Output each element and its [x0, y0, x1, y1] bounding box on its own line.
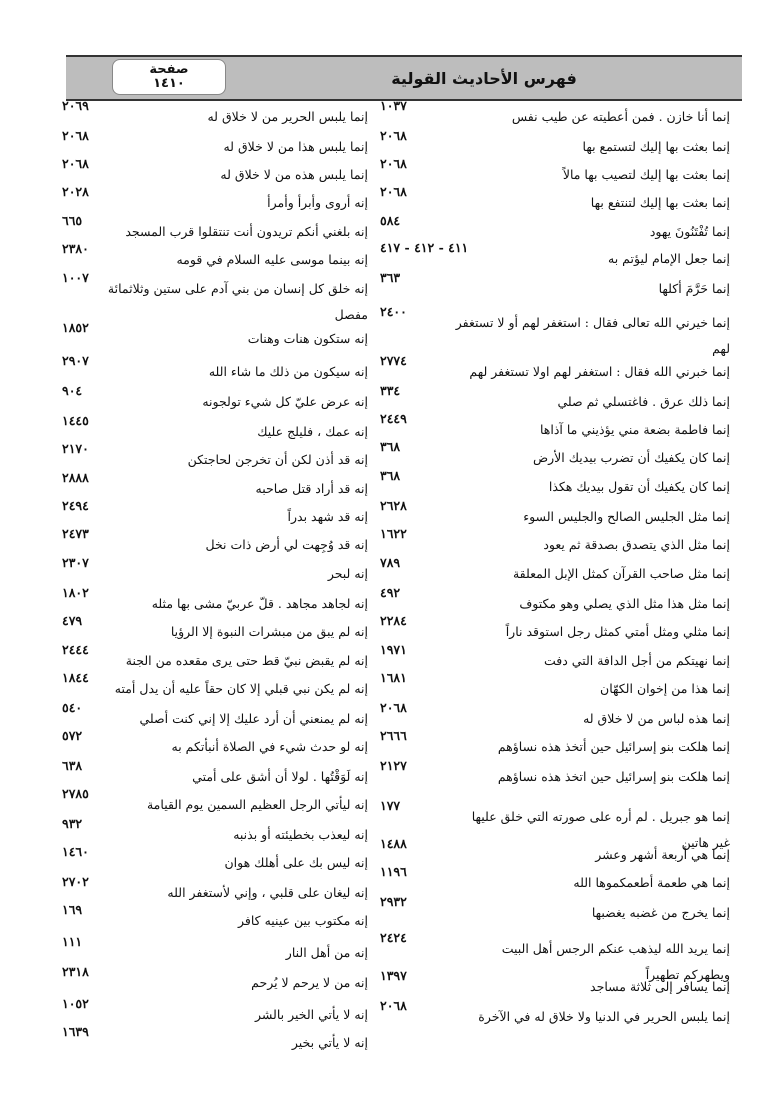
index-entry — [380, 728, 730, 758]
entry-page-number: ٢٨٨٨ — [62, 470, 89, 485]
entry-text-continued: مفصل — [334, 307, 368, 322]
index-entry — [62, 642, 368, 672]
index-entry — [380, 98, 730, 128]
entry-page-number: ١٠٣٧ — [380, 98, 407, 113]
entry-text: إنما هي أربعة أشهر وعشر — [595, 847, 730, 862]
entry-page-number: ٢٠٦٨ — [62, 156, 89, 171]
entry-text: إنه قد أذن لكن أن تخرجن لحاجتكن — [187, 452, 368, 467]
index-entry — [380, 613, 730, 643]
index-entry — [380, 156, 730, 186]
entry-page-number: ٥٤٠ — [62, 700, 83, 715]
entry-page-number: ٤٩٢ — [380, 585, 401, 600]
entry-page-number: ٢٠٦٨ — [380, 184, 407, 199]
index-entry — [380, 526, 730, 556]
entry-page-number: ١٤٨٨ — [380, 836, 407, 851]
index-entry — [62, 441, 368, 471]
entry-page-number: ١٦٢٢ — [380, 526, 407, 541]
entry-page-number: ١١٩٦ — [380, 864, 407, 879]
page-title: فهرس الأحاديث القولية — [391, 68, 577, 88]
index-entry — [62, 728, 368, 758]
entry-page-number: ١١١ — [62, 934, 83, 949]
entry-page-number: ٢٠٦٨ — [62, 128, 89, 143]
entry-text: إنه قد أراد قتل صاحبه — [255, 481, 368, 496]
index-entry — [62, 128, 368, 158]
index-entry — [380, 128, 730, 158]
entry-page-number: ٢٩٣٢ — [380, 894, 407, 909]
index-entry — [62, 786, 368, 816]
entry-page-number: ٢٧٨٥ — [62, 786, 89, 801]
entry-text: إنه عمك ، فليلج عليك — [257, 424, 368, 439]
entry-text: إنه ليأتي الرجل العظيم السمين يوم القيامة — [146, 797, 368, 812]
entry-text: إنما مثل صاحب القرآن كمثل الإبل المعلقة — [512, 566, 730, 581]
entry-page-number: ٣٣٤ — [380, 383, 401, 398]
index-entry — [62, 383, 368, 413]
index-entry — [62, 964, 368, 994]
entry-page-number: ١٤٦٠ — [62, 844, 89, 859]
entry-page-number: ١٦٣٩ — [62, 1024, 89, 1039]
entry-page-number: ٢٤٧٣ — [62, 526, 89, 541]
entry-page-number: ٧٨٩ — [380, 555, 401, 570]
index-entry — [380, 968, 730, 998]
index-entry — [62, 1024, 368, 1054]
entry-text: إنه ستكون هنات وهنات — [247, 331, 368, 346]
entry-page-number: ٢٤٤٩ — [380, 411, 407, 426]
page-number-box — [112, 59, 226, 95]
entry-text: إنه من أهل النار — [285, 945, 368, 960]
index-entry — [380, 184, 730, 214]
entry-text-continued: غير هاتين — [681, 835, 730, 850]
entry-text: إنه بلغني أنكم تريدون أنت تنتقلوا قرب المسجد — [125, 224, 368, 239]
entry-text: إنما جعل الإمام ليؤتم به — [608, 251, 730, 266]
entry-text: إنه خلق كل إنسان من بني آدم على ستين وثلاثمائة — [107, 281, 368, 296]
entry-text: إنما مثل الجليس الصالح والجليس السوء — [523, 509, 730, 524]
page-header — [66, 55, 742, 101]
index-entry — [380, 864, 730, 894]
index-entry — [62, 613, 368, 643]
entry-text: إنه لَوَقْتُها . لولا أن أشق على أمتي — [192, 769, 368, 784]
entry-text: إنما بعثت بها إليك لتستمع بها — [582, 139, 730, 154]
index-entry — [62, 320, 368, 350]
index-entry — [62, 98, 368, 128]
index-entry — [62, 526, 368, 556]
entry-page-number: ٣٦٨ — [380, 439, 401, 454]
entry-page-number: ١٣٩٧ — [380, 968, 407, 983]
index-entry — [62, 996, 368, 1026]
entry-text: إنه لو حدث شيء في الصلاة أنبأتكم به — [171, 739, 368, 754]
entry-page-number: ٩٣٢ — [62, 816, 83, 831]
entry-page-number: ١٠٠٧ — [62, 270, 89, 285]
entry-text: إنما يسافر إلى ثلاثة مساجد — [590, 979, 730, 994]
entry-page-number: ٢٩٠٧ — [62, 353, 89, 368]
entry-text: إنما أنا خازن . فمن أعطيته عن طيب نفس — [511, 109, 730, 124]
index-entry — [380, 894, 730, 924]
entry-text: إنما نهيتكم من أجل الدافة التي دفت — [544, 653, 730, 668]
entry-text: إنما يلبس الحرير في الدنيا ولا خلاق له في الآخرة — [478, 1009, 730, 1024]
entry-text: إنه لم يبق من مبشرات النبوة إلا الرؤيا — [170, 624, 368, 639]
entry-page-number: ٤٧٩ — [62, 613, 83, 628]
index-entry — [62, 670, 368, 700]
entry-text: إنما بعثت بها إليك لتنتفع بها — [590, 195, 730, 210]
index-entry — [380, 555, 730, 585]
entry-text: إنما هذه لباس من لا خلاق له — [583, 711, 730, 726]
entry-text: إنه لم يقبض نبيّ قط حتى يرى مقعده من الجنة — [125, 653, 368, 668]
index-entry — [380, 836, 730, 866]
entry-page-number: ٦٣٨ — [62, 758, 83, 773]
index-entry — [380, 353, 730, 383]
entry-text: إنما هو جبريل . لم أره على صورته التي خلق عليها — [471, 809, 730, 824]
entry-page-number: ٢٠٦٩ — [62, 98, 89, 113]
right-column — [380, 98, 730, 1098]
entry-text: إنما مثل هذا مثل الذي يصلي وهو مكتوف — [519, 596, 730, 611]
entry-page-number: ٥٨٤ — [380, 213, 401, 228]
entry-page-number: ١٠٥٢ — [62, 996, 89, 1011]
index-entry — [380, 240, 730, 270]
index-entry — [380, 468, 730, 498]
entry-page-number: ٩٠٤ — [62, 383, 83, 398]
entry-page-number: ٢٣١٨ — [62, 964, 89, 979]
entry-text: إنه بينما موسى عليه السلام في قومه — [176, 252, 368, 267]
index-entry — [62, 353, 368, 383]
entry-page-number: ٢٠٦٨ — [380, 700, 407, 715]
index-entry — [380, 411, 730, 441]
index-entry — [380, 758, 730, 788]
entry-text: إنما خيرني الله تعالى فقال : استغفر لهم أو لا تستغفر — [455, 315, 730, 330]
entry-page-number: ٢٤٩٤ — [62, 498, 89, 513]
entry-text: إنما مثلي ومثل أمتي كمثل رجل استوقد ناراً — [505, 624, 730, 639]
index-entry — [62, 213, 368, 243]
entry-page-number: ٦٦٥ — [62, 213, 83, 228]
entry-page-number: ٢٤٠٠ — [380, 304, 407, 319]
index-entry — [62, 585, 368, 615]
entry-text: إنما تُفْتَنُونَ يهود — [649, 224, 730, 239]
entry-text: إنما فاطمة بضعة مني يؤذيني ما آذاها — [539, 422, 730, 437]
index-entry — [62, 413, 368, 443]
index-entry — [62, 934, 368, 964]
entry-page-number: ٢٠٢٨ — [62, 184, 89, 199]
index-entry — [62, 470, 368, 500]
entry-page-number: ٢٠٦٨ — [380, 998, 407, 1013]
entry-page-number: ٢٧٧٤ — [380, 353, 407, 368]
entry-page-number: ٢٦٢٨ — [380, 498, 407, 513]
index-entry — [380, 383, 730, 413]
index-entry — [380, 498, 730, 528]
entry-page-number: ٢٣٠٧ — [62, 555, 89, 570]
entry-page-number: ٢٤٢٤ — [380, 930, 407, 945]
entry-text: إنما بعثت بها إليك لتصيب بها مالاً — [562, 167, 730, 182]
entry-page-number: ٢٢٨٤ — [380, 613, 407, 628]
entry-text: إنه لم يمنعني أن أرد عليك إلا إني كنت أصلي — [139, 711, 368, 726]
entry-text: إنما خبرني الله فقال : استغفر لهم اولا تستغفر لهم — [469, 364, 730, 379]
entry-text: إنما يلبس هذه من لا خلاق له — [220, 167, 368, 182]
entry-text: إنه سيكون من ذلك ما شاء الله — [208, 364, 368, 379]
entry-text: إنما هلكت بنو إسرائيل حين أتخذ هذه نساؤهم — [497, 739, 730, 754]
entry-text: إنه لا يأتي بخير — [291, 1035, 368, 1050]
left-column — [62, 98, 368, 1098]
index-entry — [380, 585, 730, 615]
index-entry — [380, 700, 730, 730]
entry-text: إنه عرض عليّ كل شيء تولجونه — [202, 394, 368, 409]
entry-page-number: ١٨٤٤ — [62, 670, 89, 685]
index-entry — [62, 758, 368, 788]
entry-text: إنه لبحر — [327, 566, 368, 581]
entry-text: إنه ليس بك على أهلك هوان — [224, 855, 368, 870]
index-entry — [62, 700, 368, 730]
index-entry — [62, 555, 368, 585]
entry-text: إنما يريد الله ليذهب عنكم الرجس أهل البيت — [501, 941, 730, 956]
index-entry — [380, 304, 730, 356]
entry-page-number: ٣٦٨ — [380, 468, 401, 483]
index-entry — [62, 270, 368, 322]
entry-text: إنما يلبس الحرير من لا خلاق له — [207, 109, 368, 124]
entry-page-number: ٢٤٤٤ — [62, 642, 89, 657]
entry-page-number: ٣٦٣ — [380, 270, 401, 285]
index-entry — [380, 213, 730, 243]
index-entry — [62, 874, 368, 904]
entry-text: إنه لا يأتي الخير بالشر — [254, 1007, 368, 1022]
entry-page-number: ١٦٩ — [62, 902, 83, 917]
entry-text: إنه قد وُجِهت لي أرض ذات نخل — [205, 537, 368, 552]
entry-page-number: ١٤٤٥ — [62, 413, 89, 428]
entry-text: إنما هلكت بنو إسرائيل حين اتخذ هذه نساؤهم — [497, 769, 730, 784]
entry-text: إنه قد شهد بدراً — [287, 509, 368, 524]
index-entry — [62, 498, 368, 528]
entry-page-number: ١٨٥٢ — [62, 320, 89, 335]
entry-text: إنه ليعذب بخطيئته أو بذنبه — [233, 827, 368, 842]
entry-text: إنه ليغان على قلبي ، وإني لأستغفر الله — [167, 885, 368, 900]
entry-text: إنما هي طعمة أطعمكموها الله — [573, 875, 730, 890]
entry-page-number: ٢١٧٠ — [62, 441, 89, 456]
entry-page-number: ٢٣٨٠ — [62, 241, 89, 256]
entry-text: إنما حَرَّمَ أكلها — [658, 281, 730, 296]
entry-text-continued: ويطهركم تطهيراً — [645, 967, 730, 982]
entry-text: إنما كان يكفيك أن تضرب بيديك الأرض — [533, 450, 730, 465]
entry-page-number: ٢٧٠٢ — [62, 874, 89, 889]
entry-page-number: ٥٧٢ — [62, 728, 83, 743]
index-entry — [62, 844, 368, 874]
entry-text: إنه لجاهد مجاهد . قلّ عربيّ مشى بها مثله — [151, 596, 368, 611]
index-entry — [62, 156, 368, 186]
entry-text: إنما هذا من إخوان الكهّان — [600, 681, 730, 696]
entry-page-number: ١٦٨١ — [380, 670, 407, 685]
index-entry — [62, 816, 368, 846]
index-entry — [380, 670, 730, 700]
entry-text: إنما كان يكفيك أن تقول بيديك هكذا — [548, 479, 730, 494]
entry-text-continued: لهم — [712, 341, 730, 356]
page-label: صفحة — [149, 62, 189, 77]
entry-text: إنما يخرج من غضبه يغضبها — [591, 905, 730, 920]
index-entry — [380, 998, 730, 1028]
entry-text: إنه أروى وأبرأ وأمرأ — [267, 195, 368, 210]
entry-text: إنه مكتوب بين عينيه كافر — [237, 913, 368, 928]
entry-page-number: ٢١٢٧ — [380, 758, 407, 773]
index-entry — [380, 270, 730, 300]
entry-page-number: ٤١١ - ٤١٢ - ٤١٧ — [380, 240, 469, 255]
index-entry — [62, 184, 368, 214]
index-entry — [380, 642, 730, 672]
entry-text: إنه من لا يرحم لا يُرحم — [251, 975, 368, 990]
index-entry — [380, 439, 730, 469]
entry-page-number: ١٩٧١ — [380, 642, 407, 657]
entry-text: إنما يلبس هذا من لا خلاق له — [223, 139, 368, 154]
index-entry — [62, 241, 368, 271]
entry-text: إنما ذلك عرق . فاغتسلي ثم صلي — [557, 394, 730, 409]
entry-page-number: ١٧٧ — [380, 798, 401, 813]
entry-page-number: ١٨٠٢ — [62, 585, 89, 600]
entry-page-number: ٢٠٦٨ — [380, 156, 407, 171]
entry-text: إنه لم يكن نبي قبلي إلا كان حقاً عليه أن يدل أمته — [114, 681, 368, 696]
entry-page-number: ٢٠٦٨ — [380, 128, 407, 143]
index-entry — [62, 902, 368, 932]
entry-text: إنما مثل الذي يتصدق بصدقة ثم يعود — [543, 537, 730, 552]
entry-page-number: ٢٦٦٦ — [380, 728, 407, 743]
page-number: ١٤١٠ — [153, 76, 185, 91]
